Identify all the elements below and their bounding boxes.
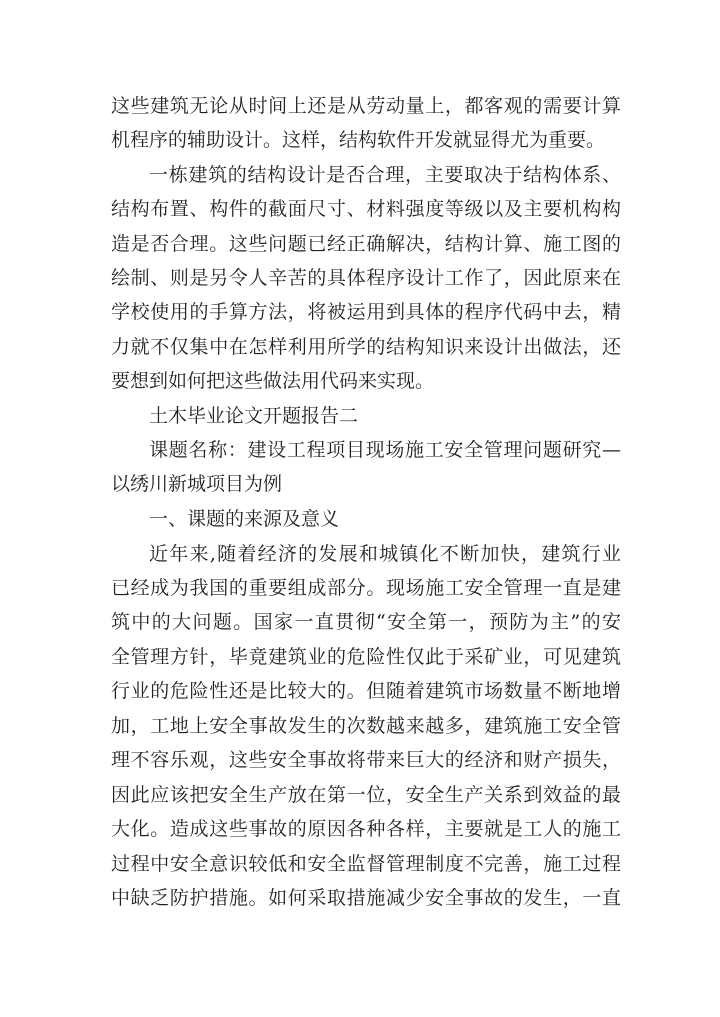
text-line: 造是否合理。这些问题已经正确解决，结构计算、施工图的 — [111, 233, 621, 255]
text-line: 机程序的辅助设计。这样，结构软件开发就显得尤为重要。 — [111, 129, 606, 151]
section-heading: 一、课题的来源及意义 — [149, 508, 340, 530]
text-line: 过程中安全意识较低和安全监督管理制度不完善，施工过程 — [111, 853, 621, 875]
text-line: 因此应该把安全生产放在第一位，安全生产关系到效益的最 — [111, 784, 621, 806]
text-line: 绘制、则是另令人辛苦的具体程序设计工作了，因此原来在 — [111, 267, 621, 289]
text-line: 一栋建筑的结构设计是否合理，主要取决于结构体系、 — [149, 164, 621, 186]
text-line: 行业的危险性还是比较大的。但随着建筑市场数量不断地增 — [111, 680, 621, 702]
topic-title: 课题名称：建设工程项目现场施工安全管理问题研究— — [149, 439, 621, 461]
text-line: 加，工地上安全事故发生的次数越来越多，建筑施工安全管 — [111, 715, 621, 737]
text-line: 力就不仅集中在怎样利用所学的结构知识来设计出做法，还 — [111, 336, 621, 358]
text-line: 要想到如何把这些做法用代码来实现。 — [111, 370, 435, 392]
text-line: 近年来,随着经济的发展和城镇化不断加快，建筑行业 — [149, 543, 621, 565]
text-line: 大化。造成这些事故的原因各种各样，主要就是工人的施工 — [111, 818, 621, 840]
text-line: 理不容乐观，这些安全事故将带来巨大的经济和财产损失， — [111, 749, 621, 771]
text-line: 全管理方针，毕竟建筑业的危险性仅此于采矿业，可见建筑 — [111, 646, 621, 668]
text-line: 学校使用的手算方法，将被运用到具体的程序代码中去，精 — [111, 301, 621, 323]
section-heading: 土木毕业论文开题报告二 — [149, 405, 359, 427]
text-line: 筑中的大问题。国家一直贯彻“安全第一，预防为主”的安 — [111, 611, 621, 633]
text-line: 结构布置、构件的截面尺寸、材料强度等级以及主要机构构 — [111, 198, 621, 220]
topic-title: 以绣川新城项目为例 — [111, 473, 283, 495]
text-line: 已经成为我国的重要组成部分。现场施工安全管理一直是建 — [111, 577, 621, 599]
text-line: 中缺乏防护措施。如何采取措施减少安全事故的发生，一直 — [111, 887, 621, 909]
text-line: 这些建筑无论从时间上还是从劳动量上，都客观的需要计算 — [111, 95, 621, 117]
